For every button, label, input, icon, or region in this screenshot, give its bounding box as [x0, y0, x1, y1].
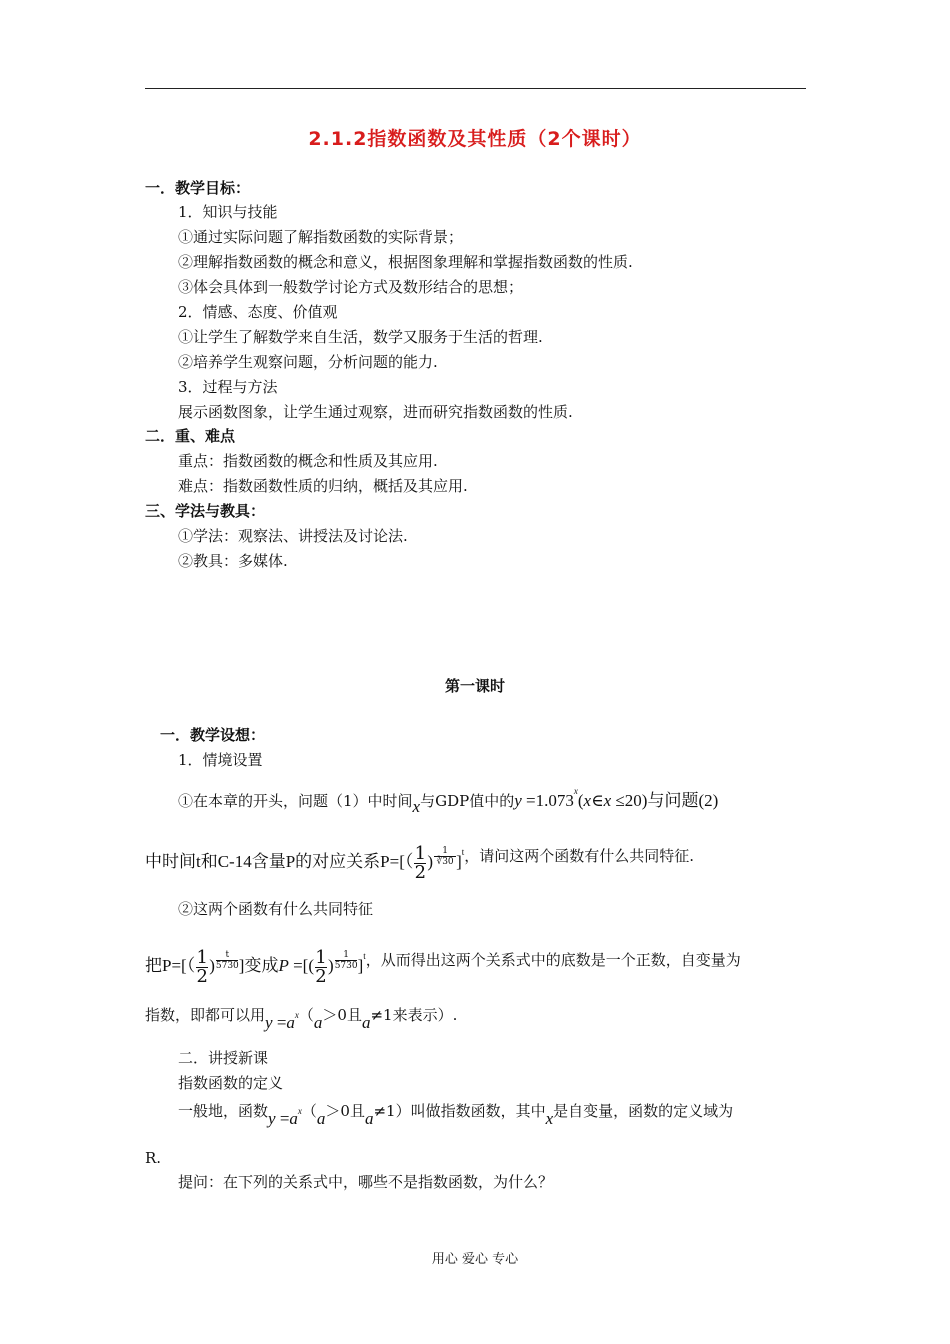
- objective-line: ③体会具体到一般数学讨论方式及数形结合的思想；: [178, 278, 524, 296]
- exponent-fraction: $\frac{t}{5730}$: [215, 950, 239, 971]
- method-line: ①学法：观察法、讲授法及讨论法.: [178, 527, 408, 545]
- paragraph-line: ②这两个函数有什么共同特征: [178, 900, 374, 918]
- objective-line: ①让学生了解数学来自生活，数学又服务于生活的哲理.: [178, 328, 543, 346]
- lesson-heading: 第一课时: [444, 677, 505, 695]
- paragraph-line: R.: [145, 1149, 162, 1167]
- paragraph-line-question: ①在本章的开头，问题（1）中时间x与GDP值中的$y =1.073^x(x\in x \le 20)$与问题(2): [178, 786, 719, 816]
- objective-line: ②理解指数函数的概念和意义，根据图象理解和掌握指数函数的性质.: [178, 253, 633, 271]
- fraction-one-half: $\frac{1}{2}$: [315, 946, 327, 987]
- method-line: ②教具：多媒体.: [178, 552, 288, 570]
- objective-line: ①通过实际问题了解指数函数的实际背景；: [178, 228, 464, 246]
- objective-line: 1．知识与技能: [178, 203, 278, 221]
- paragraph-line-transform: 把P=[（ $\frac{1}{2}$ ) $\frac{t}{5730}$ ]变成P =[( $\frac{1}{2}$ ) $\frac{1}{5730}$ ]$^t$，从而得出这两个关系式中的底数是一个正数，自变量为: [145, 946, 741, 987]
- paragraph-line: 指数函数的定义: [178, 1074, 284, 1092]
- section-heading-objectives: 一．教学目标：: [145, 179, 251, 197]
- paragraph-line-relation: 中时间t和C-14含量P的对应关系P=[（ $\frac{1}{2}$ ) $\frac{1}{∛30}$ ]$^t$，请问这两个函数有什么共同特征.: [145, 842, 695, 883]
- paragraph-line-definition: 一般地，函数$y =a^x(a>0$且a≠1）叫做指数函数，其中x是自变量，函数的定义域为: [178, 1102, 734, 1128]
- key-point-line: 难点：指数函数性质的归纳，概括及其应用.: [178, 477, 468, 495]
- subsection-heading: 一．教学设想：: [160, 726, 266, 744]
- paragraph-line-question: 提问：在下列的关系式中，哪些不是指数函数，为什么？: [178, 1173, 554, 1191]
- key-point-line: 重点：指数函数的概念和性质及其应用.: [178, 452, 438, 470]
- exponent-fraction: $\frac{1}{∛30}$: [434, 846, 456, 867]
- section-heading-key-points: 二．重、难点: [145, 427, 236, 445]
- objective-line: 2．情感、态度、价值观: [178, 303, 338, 321]
- exponent-fraction: $\frac{1}{5730}$: [334, 950, 358, 971]
- fraction-one-half: $\frac{1}{2}$: [196, 946, 208, 987]
- objective-line: 展示函数图象，让学生通过观察，进而研究指数函数的性质.: [178, 403, 573, 421]
- page-footer: 用心 爱心 专心: [431, 1252, 519, 1267]
- fraction-one-half: $\frac{1}{2}$: [414, 842, 427, 883]
- header-rule: [145, 88, 806, 89]
- objective-line: ②培养学生观察问题，分析问题的能力.: [178, 353, 438, 371]
- paragraph-line: 1．情境设置: [178, 751, 263, 769]
- document-title: 2.1.2指数函数及其性质（2个课时）: [308, 128, 642, 150]
- objective-line: 3．过程与方法: [178, 378, 278, 396]
- subsection-heading: 二．讲授新课: [178, 1049, 269, 1067]
- paragraph-line-general-form: 指数，即都可以用$y =a^x(a>0$且a≠1来表示）.: [145, 1006, 458, 1032]
- section-heading-methods: 三、学法与教具：: [145, 502, 266, 520]
